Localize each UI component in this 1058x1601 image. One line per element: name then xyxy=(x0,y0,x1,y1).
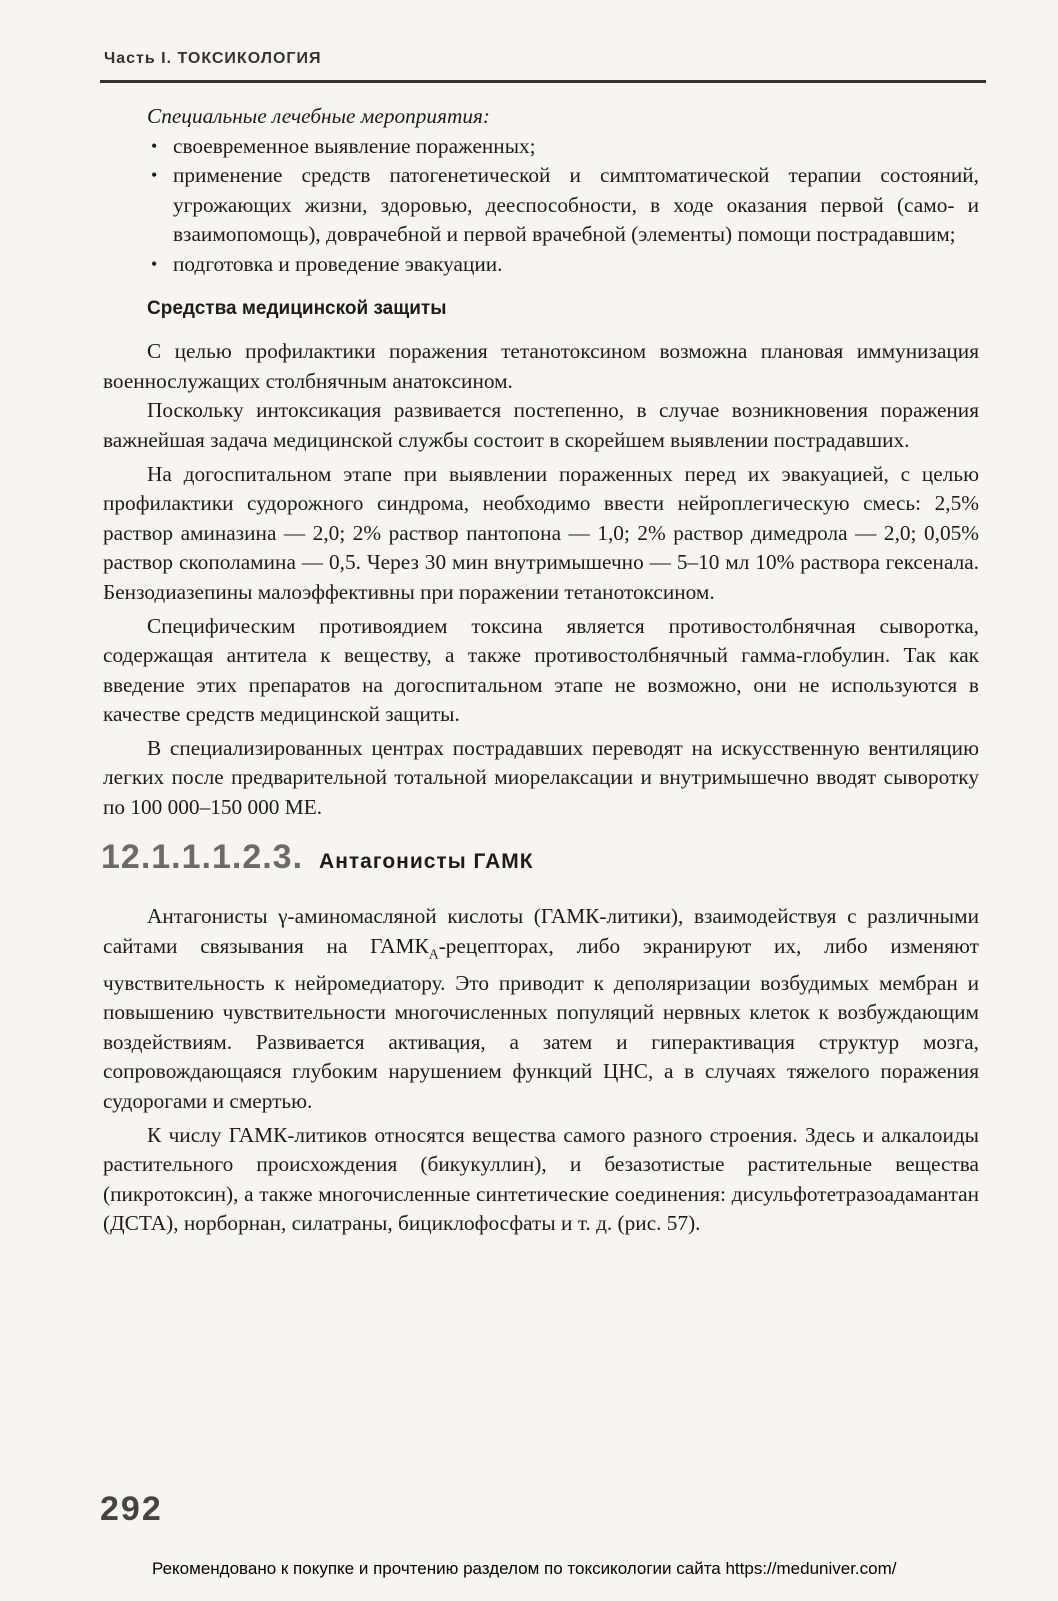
text-run: Антагонисты γ-аминомасляной кислоты (ГАМК-литики), взаимодействуя с различными сайтами связывания на ГАМК xyxy=(103,904,979,958)
page-number: 292 xyxy=(100,1490,163,1528)
paragraph: На догоспитальном этапе при выявлении пораженных перед их эвакуацией, с целью профилактики судорожного синдрома, необходимо ввести нейроплегическую смесь: 2,5% раствор аминазина — 2,0; 2% раствор пантопона — 1,0; 2% раствор димедрола — 2,0; 0,05% раствор скополамина — 0,5. Через 30 мин внутримышечно — 5–10 мл 10% раствора гексенала. Бензодиазепины малоэффективны при поражении тетанотоксином. xyxy=(103,461,979,604)
subscript: А xyxy=(428,946,439,962)
section-title: Антагонисты ГАМК xyxy=(319,849,534,873)
section-heading xyxy=(101,837,979,877)
paragraph: В специализированных центрах пострадавших переводят на искусственную вентиляцию легких после предварительной тотальной миорелаксации и внутримышечно вводят сыворотку по 100 000–150 000 МЕ. xyxy=(103,735,979,820)
paragraph-gaba-intro xyxy=(103,902,979,1116)
section-number: 12.1.1.1.2.3. xyxy=(101,837,304,876)
special-measures-title: Специальные лечебные мероприятия: xyxy=(147,104,490,128)
running-header: Часть I. ТОКСИКОЛОГИЯ xyxy=(104,50,322,67)
header-rule xyxy=(100,80,986,83)
bullet-item: • своевременное выявление пораженных; xyxy=(173,132,979,162)
bullet-item: • применение средств патогенетической и симптоматической терапии состояний, угрожающих жизни, здоровью, дееспособности, в ходе оказания первой (само- и взаимопомощь), доврачебной и первой врачебной (элементы) помощи пострадавшим; xyxy=(173,161,979,250)
bullet-item: • подготовка и проведение эвакуации. xyxy=(173,250,979,280)
page-body xyxy=(103,102,979,1239)
paragraph: Специфическим противоядием токсина является противостолбнячная сыворотка, содержащая антитела к веществу, а также противостолбнячный гамма-глобулин. Так как введение этих препаратов на догоспитальном этапе не возможно, они не используются в качестве средств медицинской защиты. xyxy=(103,613,979,727)
text-run: -рецепторах, либо экранируют их, либо изменяют чувствительность к нейромедиатору. Это приводит к деполяризации возбудимых мембран и повышению чувствительности многочисленных популяций нервных клеток к возбуждающим воздействиям. Развивается активация, а затем и гиперактивация структур мозга, сопровождающаяся глубоким нарушением функций ЦНС, а в случаях тяжелого поражения судорогами и смертью. xyxy=(103,933,979,1114)
paragraph: Поскольку интоксикация развивается постепенно, в случае возникновения поражения важнейшая задача медицинской службы состоит в скорейшем выявлении пострадавших. xyxy=(103,398,979,452)
paragraph: К числу ГАМК-литиков относятся вещества самого разного строения. Здесь и алкалоиды растительного происхождения (бикукуллин), и безазотистые растительные вещества (пикротоксин), а также многочисленные синтетические соединения: дисульфотетразоадамантан (ДСТА), норборнан, силатраны, бициклофосфаты и т. д. (рис. 57). xyxy=(103,1122,979,1236)
footer-note: Рекомендовано к покупке и прочтению разделом по токсикологии сайта https://meduniver.com/ xyxy=(152,1559,897,1578)
special-measures-list xyxy=(103,132,979,280)
protection-heading: Средства медицинской защиты xyxy=(147,297,447,319)
paragraph: С целью профилактики поражения тетанотоксином возможна плановая иммунизация военнослужащих столбнячным анатоксином. xyxy=(103,339,979,393)
